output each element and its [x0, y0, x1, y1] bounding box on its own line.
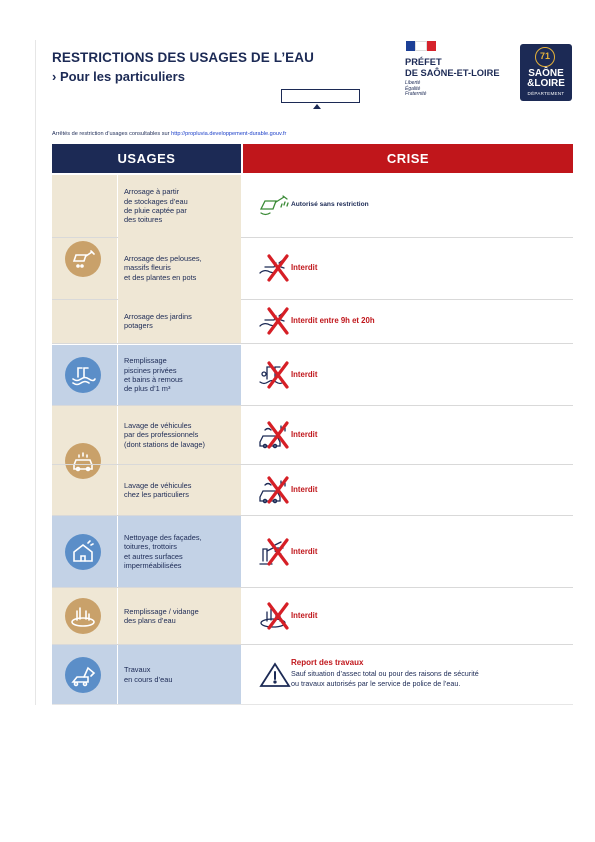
crise-status-cell — [243, 406, 573, 464]
propluvia-link[interactable]: http://propluvia.developpement-durable.gouv.fr — [171, 131, 287, 137]
excavator-icon — [65, 657, 101, 693]
prohibited-cross-icon — [265, 601, 291, 636]
crise-status-text: Interdit — [291, 611, 318, 620]
motto-fraternite: Fraternité — [405, 91, 427, 98]
pool-icon — [257, 360, 293, 390]
group-icon-cell-piscines — [52, 345, 117, 405]
prefet-title — [405, 57, 500, 79]
group-icon-cell-vehicules — [52, 406, 117, 515]
level-crise: CRISE — [281, 89, 360, 103]
crise-status-text: Report des travaux — [291, 658, 364, 667]
prohibited-cross-icon — [265, 306, 291, 341]
usage-label: Arrosage à partir de stockages d’eau de pluie captée par des toitures — [118, 175, 241, 237]
pool-icon — [65, 357, 101, 393]
usage-label: Nettoyage des façades, toitures, trottoirs et autres surfaces imperméabilisées — [118, 516, 241, 587]
crise-status-text: Interdit entre 9h et 20h — [291, 316, 375, 325]
crise-status-text: Interdit — [291, 370, 318, 379]
group-icon-cell-arrosage — [52, 175, 117, 343]
dept-name-line2: &LOIRE — [527, 78, 565, 89]
page-margin-rule — [35, 40, 36, 705]
crise-status-cell — [243, 345, 573, 405]
crise-status-text: Interdit — [291, 263, 318, 272]
crise-status-cell — [243, 465, 573, 515]
row-divider — [52, 343, 573, 344]
group-icon-cell-facades — [52, 516, 117, 587]
house-cleaning-icon — [65, 534, 101, 570]
hand-watering-icon — [257, 306, 293, 336]
crise-status-detail: Sauf situation d’assec total ou pour des raisons de sécurité ou travaux autorisés par le service de police de l’eau. — [291, 669, 479, 688]
marianne-flag-logo — [406, 41, 436, 51]
car-wash-icon — [257, 420, 293, 450]
table-bottom-rule — [52, 704, 573, 705]
car-wash-icon — [257, 475, 293, 505]
dept-number: 71 — [535, 47, 555, 67]
warning-icon — [257, 660, 293, 690]
group-icon-cell-plans-eau — [52, 588, 117, 644]
dept-caption: DÉPARTEMENT — [527, 91, 565, 96]
level-alerte-renforcee: ALERTE RENFORCÉE — [209, 92, 276, 100]
crise-status-cell — [243, 645, 573, 704]
prohibited-cross-icon — [265, 537, 291, 572]
watering-can-icon — [65, 241, 101, 277]
column-header-crise: CRISE — [243, 144, 573, 173]
prohibited-cross-icon — [265, 253, 291, 288]
car-wash-icon — [65, 443, 101, 479]
usage-label: Remplissage / vidange des plans d’eau — [118, 588, 241, 644]
crise-status-text: Interdit — [291, 485, 318, 494]
crise-status-cell — [243, 588, 573, 644]
prefet-line1: PRÉFET — [405, 57, 442, 67]
department-logo — [520, 44, 572, 101]
level-alerte: ALERTE — [152, 92, 178, 100]
usage-label: Lavage de véhicules chez les particuliers — [118, 465, 241, 515]
usage-label: Arrosage des pelouses, massifs fleuris et des plantes en pots — [118, 237, 241, 299]
watering-can-icon — [257, 191, 293, 221]
crise-status-cell — [243, 516, 573, 587]
alert-level-scale — [52, 89, 360, 103]
republic-motto — [405, 81, 426, 98]
crise-status-cell — [243, 175, 573, 237]
crise-status-cell — [243, 237, 573, 299]
page-title: RESTRICTIONS DES USAGES DE L’EAU — [52, 50, 314, 65]
crise-status-text: Interdit — [291, 430, 318, 439]
group-icon-cell-travaux — [52, 645, 117, 704]
prohibited-cross-icon — [265, 420, 291, 455]
motto-liberte: Liberté — [405, 80, 421, 86]
level-vigilance: VIGILANCE — [71, 92, 107, 100]
pond-icon — [65, 598, 101, 634]
arrete-note — [52, 131, 286, 137]
usage-label: Remplissage piscines privées et bains à remous de plus d’1 m³ — [118, 345, 241, 405]
prohibited-cross-icon — [265, 360, 291, 395]
active-level-marker-icon — [313, 104, 321, 109]
usage-label: Travaux en cours d’eau — [118, 645, 241, 704]
hand-watering-icon — [257, 253, 293, 283]
arrete-text: Arrêtés de restriction d’usages consultables sur — [52, 131, 170, 137]
column-header-usages: USAGES — [52, 144, 241, 173]
crise-status-cell — [243, 299, 573, 343]
motto-egalite: Égalité — [405, 85, 421, 92]
pond-icon — [257, 601, 293, 631]
prefet-line2: DE SAÔNE-ET-LOIRE — [405, 68, 500, 78]
page-subtitle: › Pour les particuliers — [52, 69, 185, 84]
crise-status-text: Autorisé sans restriction — [291, 201, 369, 208]
usage-label: Arrosage des jardins potagers — [118, 299, 241, 343]
prohibited-cross-icon — [265, 475, 291, 510]
pressure-washer-icon — [257, 537, 293, 567]
dept-name-line1: SAÔNE — [528, 68, 564, 79]
usage-label: Lavage de véhicules par des professionnels (dont stations de lavage) — [118, 406, 241, 464]
crise-status-text: Interdit — [291, 546, 318, 556]
